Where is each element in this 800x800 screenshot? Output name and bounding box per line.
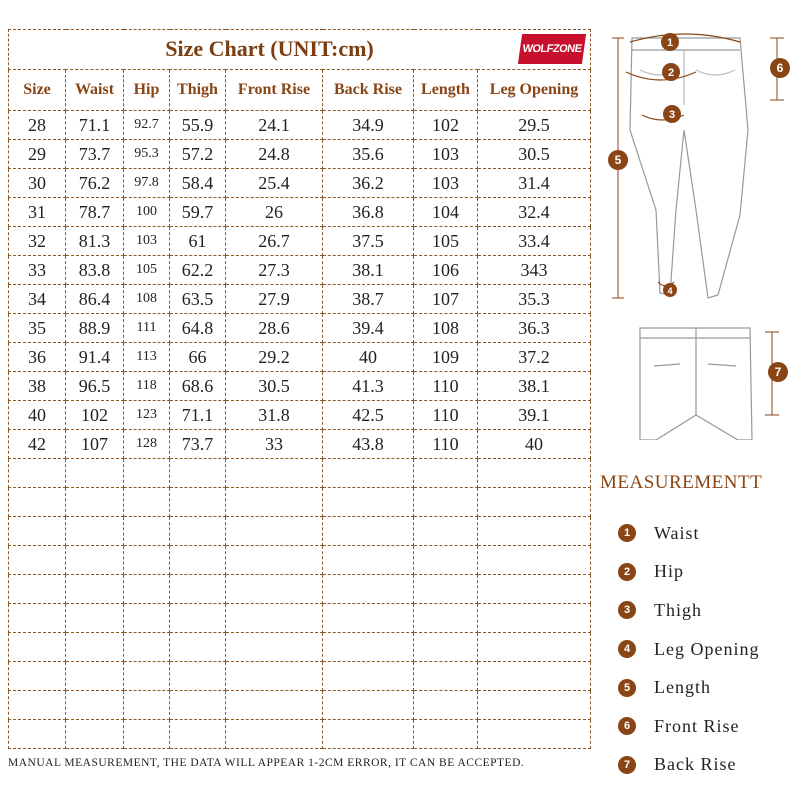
svg-text:3: 3 bbox=[668, 109, 676, 121]
empty-cell bbox=[170, 633, 226, 662]
legend-item bbox=[618, 514, 759, 553]
number-badge: 6 bbox=[618, 717, 636, 735]
legend-item bbox=[618, 591, 759, 630]
empty-cell bbox=[9, 662, 66, 691]
table-cell: 71.1 bbox=[66, 111, 124, 140]
legend-label: Waist bbox=[654, 522, 700, 543]
legend-item bbox=[618, 746, 759, 785]
table-cell: 25.4 bbox=[226, 169, 323, 198]
table-cell: 57.2 bbox=[170, 140, 226, 169]
marker-3 bbox=[663, 105, 681, 123]
empty-cell bbox=[226, 546, 323, 575]
number-badge: 2 bbox=[618, 563, 636, 581]
empty-row bbox=[9, 662, 591, 691]
table-cell: 111 bbox=[124, 314, 170, 343]
empty-row bbox=[9, 604, 591, 633]
table-cell: 343 bbox=[478, 256, 591, 285]
table-cell: 28.6 bbox=[226, 314, 323, 343]
table-cell: 118 bbox=[124, 372, 170, 401]
legend-label: Hip bbox=[654, 561, 684, 582]
table-cell: 29.5 bbox=[478, 111, 591, 140]
table-cell: 30 bbox=[9, 169, 66, 198]
table-cell: 29 bbox=[9, 140, 66, 169]
table-cell: 128 bbox=[124, 430, 170, 459]
empty-cell bbox=[414, 459, 478, 488]
number-badge: 3 bbox=[618, 601, 636, 619]
table-row bbox=[9, 256, 591, 285]
title-row bbox=[9, 30, 591, 70]
table-row bbox=[9, 343, 591, 372]
marker-5 bbox=[608, 150, 628, 170]
table-cell: 71.1 bbox=[170, 401, 226, 430]
empty-cell bbox=[323, 575, 414, 604]
empty-cell bbox=[170, 488, 226, 517]
empty-cell bbox=[414, 662, 478, 691]
empty-cell bbox=[226, 604, 323, 633]
empty-cell bbox=[170, 720, 226, 749]
table-cell: 59.7 bbox=[170, 198, 226, 227]
empty-cell bbox=[124, 488, 170, 517]
empty-cell bbox=[170, 546, 226, 575]
table-cell: 36 bbox=[9, 343, 66, 372]
empty-cell bbox=[9, 691, 66, 720]
measurement-note: MANUAL MEASUREMENT, THE DATA WILL APPEAR 1-2CM ERROR, IT CAN BE ACCEPTED. bbox=[8, 757, 525, 769]
empty-cell bbox=[124, 662, 170, 691]
table-cell: 108 bbox=[124, 285, 170, 314]
empty-cell bbox=[66, 459, 124, 488]
legend-item bbox=[618, 707, 759, 746]
table-cell: 97.8 bbox=[124, 169, 170, 198]
table-cell: 95.3 bbox=[124, 140, 170, 169]
empty-cell bbox=[414, 604, 478, 633]
table-row bbox=[9, 401, 591, 430]
table-cell: 55.9 bbox=[170, 111, 226, 140]
number-badge: 1 bbox=[618, 524, 636, 542]
table-cell: 39.4 bbox=[323, 314, 414, 343]
table-cell: 35.3 bbox=[478, 285, 591, 314]
empty-cell bbox=[478, 488, 591, 517]
empty-cell bbox=[66, 575, 124, 604]
empty-cell bbox=[414, 488, 478, 517]
table-cell: 40 bbox=[9, 401, 66, 430]
empty-cell bbox=[170, 662, 226, 691]
table-cell: 61 bbox=[170, 227, 226, 256]
table-cell: 73.7 bbox=[170, 430, 226, 459]
marker-7 bbox=[768, 362, 788, 382]
table-cell: 76.2 bbox=[66, 169, 124, 198]
empty-cell bbox=[323, 488, 414, 517]
legend-label: Thigh bbox=[654, 599, 702, 620]
svg-text:1: 1 bbox=[666, 37, 674, 49]
empty-cell bbox=[414, 517, 478, 546]
legend-label: Leg Opening bbox=[654, 638, 760, 659]
svg-text:6: 6 bbox=[776, 61, 784, 75]
empty-cell bbox=[323, 633, 414, 662]
marker-2 bbox=[662, 63, 680, 81]
table-cell: 36.8 bbox=[323, 198, 414, 227]
empty-cell bbox=[9, 488, 66, 517]
empty-cell bbox=[323, 720, 414, 749]
empty-cell bbox=[323, 604, 414, 633]
empty-cell bbox=[323, 691, 414, 720]
empty-cell bbox=[226, 517, 323, 546]
table-cell: 37.2 bbox=[478, 343, 591, 372]
table-row bbox=[9, 430, 591, 459]
table-cell: 110 bbox=[414, 401, 478, 430]
table-cell: 38.7 bbox=[323, 285, 414, 314]
table-cell: 107 bbox=[414, 285, 478, 314]
svg-text:5: 5 bbox=[614, 153, 622, 167]
empty-cell bbox=[66, 633, 124, 662]
table-cell: 24.8 bbox=[226, 140, 323, 169]
table-cell: 110 bbox=[414, 430, 478, 459]
table-cell: 31.8 bbox=[226, 401, 323, 430]
table-cell: 42 bbox=[9, 430, 66, 459]
empty-cell bbox=[414, 546, 478, 575]
empty-cell bbox=[478, 517, 591, 546]
table-cell: 107 bbox=[66, 430, 124, 459]
marker-1 bbox=[661, 33, 679, 51]
empty-cell bbox=[66, 691, 124, 720]
empty-cell bbox=[9, 546, 66, 575]
empty-cell bbox=[124, 633, 170, 662]
table-cell: 33 bbox=[9, 256, 66, 285]
empty-cell bbox=[124, 604, 170, 633]
empty-cell bbox=[478, 459, 591, 488]
empty-cell bbox=[226, 662, 323, 691]
empty-cell bbox=[414, 633, 478, 662]
table-row bbox=[9, 111, 591, 140]
table-cell: 31 bbox=[9, 198, 66, 227]
table-row bbox=[9, 227, 591, 256]
empty-cell bbox=[478, 633, 591, 662]
pants-front-illustration bbox=[630, 38, 748, 298]
table-cell: 43.8 bbox=[323, 430, 414, 459]
table-cell: 103 bbox=[124, 227, 170, 256]
empty-cell bbox=[170, 517, 226, 546]
empty-cell bbox=[124, 575, 170, 604]
table-cell: 73.7 bbox=[66, 140, 124, 169]
empty-cell bbox=[323, 517, 414, 546]
table-cell: 35.6 bbox=[323, 140, 414, 169]
empty-cell bbox=[66, 604, 124, 633]
column-header: Waist bbox=[66, 70, 124, 111]
svg-text:2: 2 bbox=[667, 67, 675, 79]
table-cell: 66 bbox=[170, 343, 226, 372]
empty-row bbox=[9, 575, 591, 604]
empty-cell bbox=[9, 459, 66, 488]
table-cell: 28 bbox=[9, 111, 66, 140]
empty-cell bbox=[66, 662, 124, 691]
table-cell: 38.1 bbox=[478, 372, 591, 401]
empty-cell bbox=[478, 604, 591, 633]
legend-item bbox=[618, 668, 759, 707]
empty-row bbox=[9, 546, 591, 575]
empty-cell bbox=[323, 546, 414, 575]
empty-cell bbox=[170, 604, 226, 633]
table-cell: 68.6 bbox=[170, 372, 226, 401]
table-cell: 41.3 bbox=[323, 372, 414, 401]
empty-cell bbox=[9, 604, 66, 633]
empty-cell bbox=[66, 488, 124, 517]
table-cell: 36.3 bbox=[478, 314, 591, 343]
table-cell: 103 bbox=[414, 169, 478, 198]
table-cell: 78.7 bbox=[66, 198, 124, 227]
empty-cell bbox=[170, 459, 226, 488]
table-row bbox=[9, 285, 591, 314]
empty-cell bbox=[124, 517, 170, 546]
empty-cell bbox=[9, 720, 66, 749]
empty-cell bbox=[124, 720, 170, 749]
table-row bbox=[9, 169, 591, 198]
svg-text:4: 4 bbox=[667, 286, 673, 296]
table-cell: 27.3 bbox=[226, 256, 323, 285]
table-cell: 38.1 bbox=[323, 256, 414, 285]
empty-cell bbox=[66, 546, 124, 575]
empty-cell bbox=[414, 575, 478, 604]
table-cell: 103 bbox=[414, 140, 478, 169]
empty-row bbox=[9, 720, 591, 749]
table-cell: 26.7 bbox=[226, 227, 323, 256]
column-header: Thigh bbox=[170, 70, 226, 111]
number-badge: 4 bbox=[618, 640, 636, 658]
empty-cell bbox=[124, 691, 170, 720]
table-cell: 26 bbox=[226, 198, 323, 227]
table-cell: 30.5 bbox=[478, 140, 591, 169]
wolfzone-logo: WOLFZONE bbox=[518, 34, 586, 64]
table-cell: 91.4 bbox=[66, 343, 124, 372]
chart-title: Size Chart (UNIT:cm) bbox=[165, 36, 374, 61]
table-cell: 88.9 bbox=[66, 314, 124, 343]
empty-row bbox=[9, 517, 591, 546]
empty-cell bbox=[170, 575, 226, 604]
empty-cell bbox=[478, 546, 591, 575]
table-cell: 110 bbox=[414, 372, 478, 401]
empty-cell bbox=[226, 691, 323, 720]
column-header: Length bbox=[414, 70, 478, 111]
table-cell: 34 bbox=[9, 285, 66, 314]
table-row bbox=[9, 314, 591, 343]
measurement-heading: MEASUREMENTT bbox=[600, 472, 763, 493]
empty-row bbox=[9, 691, 591, 720]
column-header: Leg Opening bbox=[478, 70, 591, 111]
legend-label: Back Rise bbox=[654, 754, 737, 775]
pants-back-illustration bbox=[640, 328, 752, 440]
size-chart-table bbox=[8, 29, 591, 749]
table-cell: 33.4 bbox=[478, 227, 591, 256]
empty-cell bbox=[9, 517, 66, 546]
empty-cell bbox=[478, 691, 591, 720]
table-row bbox=[9, 140, 591, 169]
table-cell: 105 bbox=[414, 227, 478, 256]
table-cell: 105 bbox=[124, 256, 170, 285]
empty-cell bbox=[124, 459, 170, 488]
empty-row bbox=[9, 459, 591, 488]
table-cell: 35 bbox=[9, 314, 66, 343]
table-cell: 102 bbox=[66, 401, 124, 430]
number-badge: 7 bbox=[618, 756, 636, 774]
table-cell: 37.5 bbox=[323, 227, 414, 256]
marker-6 bbox=[770, 58, 790, 78]
empty-cell bbox=[478, 575, 591, 604]
number-badge: 5 bbox=[618, 679, 636, 697]
table-cell: 113 bbox=[124, 343, 170, 372]
table-body bbox=[9, 111, 591, 749]
column-header: Hip bbox=[124, 70, 170, 111]
empty-cell bbox=[170, 691, 226, 720]
legend-item bbox=[618, 630, 759, 669]
table-cell: 27.9 bbox=[226, 285, 323, 314]
table-cell: 104 bbox=[414, 198, 478, 227]
empty-cell bbox=[9, 633, 66, 662]
measurement-legend bbox=[618, 514, 759, 784]
table-cell: 36.2 bbox=[323, 169, 414, 198]
empty-cell bbox=[414, 720, 478, 749]
empty-cell bbox=[323, 662, 414, 691]
table-row bbox=[9, 198, 591, 227]
table-cell: 92.7 bbox=[124, 111, 170, 140]
table-cell: 63.5 bbox=[170, 285, 226, 314]
table-cell: 96.5 bbox=[66, 372, 124, 401]
table-cell: 33 bbox=[226, 430, 323, 459]
empty-cell bbox=[226, 488, 323, 517]
empty-cell bbox=[226, 459, 323, 488]
column-header: Front Rise bbox=[226, 70, 323, 111]
table-row bbox=[9, 372, 591, 401]
table-cell: 86.4 bbox=[66, 285, 124, 314]
column-header: Back Rise bbox=[323, 70, 414, 111]
table-cell: 64.8 bbox=[170, 314, 226, 343]
hip-arrow bbox=[626, 72, 696, 80]
legend-item bbox=[618, 553, 759, 592]
table-cell: 100 bbox=[124, 198, 170, 227]
empty-cell bbox=[226, 633, 323, 662]
empty-cell bbox=[226, 575, 323, 604]
empty-row bbox=[9, 633, 591, 662]
table-cell: 24.1 bbox=[226, 111, 323, 140]
table-cell: 106 bbox=[414, 256, 478, 285]
header-row bbox=[9, 70, 591, 111]
empty-cell bbox=[323, 459, 414, 488]
table-cell: 81.3 bbox=[66, 227, 124, 256]
legend-label: Front Rise bbox=[654, 715, 740, 736]
table-cell: 40 bbox=[478, 430, 591, 459]
table-cell: 38 bbox=[9, 372, 66, 401]
pants-diagram bbox=[600, 20, 800, 440]
table-cell: 39.1 bbox=[478, 401, 591, 430]
table-cell: 58.4 bbox=[170, 169, 226, 198]
marker-4 bbox=[663, 283, 677, 297]
table-cell: 34.9 bbox=[323, 111, 414, 140]
empty-cell bbox=[226, 720, 323, 749]
table-cell: 102 bbox=[414, 111, 478, 140]
table-cell: 32.4 bbox=[478, 198, 591, 227]
empty-cell bbox=[66, 517, 124, 546]
empty-cell bbox=[414, 691, 478, 720]
table-cell: 40 bbox=[323, 343, 414, 372]
table-cell: 30.5 bbox=[226, 372, 323, 401]
table-cell: 29.2 bbox=[226, 343, 323, 372]
legend-label: Length bbox=[654, 677, 711, 698]
table-cell: 62.2 bbox=[170, 256, 226, 285]
empty-row bbox=[9, 488, 591, 517]
svg-text:7: 7 bbox=[774, 365, 782, 379]
table-cell: 32 bbox=[9, 227, 66, 256]
table-cell: 42.5 bbox=[323, 401, 414, 430]
column-header: Size bbox=[9, 70, 66, 111]
table-cell: 31.4 bbox=[478, 169, 591, 198]
empty-cell bbox=[66, 720, 124, 749]
table-cell: 109 bbox=[414, 343, 478, 372]
table-cell: 83.8 bbox=[66, 256, 124, 285]
table-cell: 108 bbox=[414, 314, 478, 343]
empty-cell bbox=[9, 575, 66, 604]
empty-cell bbox=[478, 720, 591, 749]
table-cell: 123 bbox=[124, 401, 170, 430]
empty-cell bbox=[478, 662, 591, 691]
empty-cell bbox=[124, 546, 170, 575]
